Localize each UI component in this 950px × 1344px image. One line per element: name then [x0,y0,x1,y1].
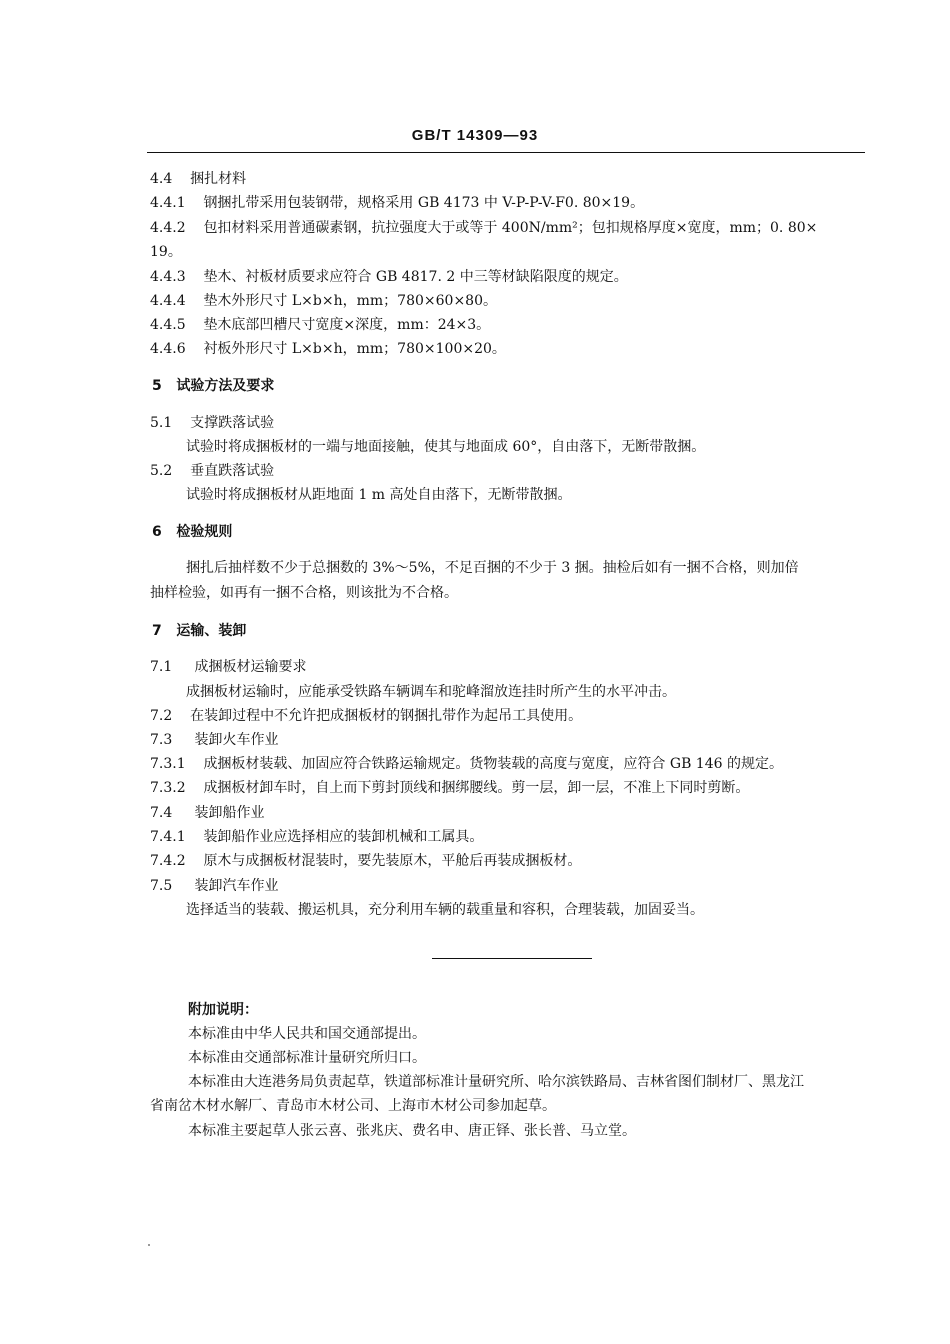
section-title: 检验规则 [176,524,233,540]
clause-number: 7.1 [150,659,173,675]
clause-5-1-text: 试验时将成捆板材的一端与地面接触，使其与地面成 60°，自由落下，无断带散捆。 [186,439,706,455]
clause-number: 4.4.4 [150,293,186,309]
clause-title: 装卸船作业 [194,805,265,821]
clause-7-3-1 [150,755,783,773]
section-number: 4.4 [150,171,173,187]
clause-title: 支撑跌落试验 [190,415,275,431]
section-number: 5 [152,378,162,394]
clause-7-5-text: 选择适当的装载、搬运机具，充分利用车辆的载重量和容积，合理装载，加固妥当。 [186,902,704,918]
clause-number: 7.2 [150,708,173,724]
clause-4-4-2-continuation: 19。 [150,244,182,260]
clause-text: 在装卸过程中不允许把成捆板材的钢捆扎带作为起吊工具使用。 [190,708,583,724]
header-divider [147,152,865,153]
section-title: 运输、装卸 [176,623,247,639]
clause-number: 4.4.6 [150,341,186,357]
clause-number: 4.4.2 [150,220,186,236]
clause-7-4-title [150,804,265,822]
clause-text: 装卸船作业应选择相应的装卸机械和工属具。 [203,829,484,845]
section-title: 捆扎材料 [190,171,247,187]
clause-7-4-2 [150,852,581,870]
section-6-text-line-2: 抽样检验，如再有一捆不合格，则该批为不合格。 [150,585,458,601]
clause-number: 4.4.3 [150,269,186,285]
clause-4-4-6 [150,340,506,358]
clause-text: 原木与成捆板材混装时，要先装原木，平舱后再装成捆板材。 [203,853,582,869]
clause-text: 钢捆扎带采用包装钢带，规格采用 GB 4173 中 V-P-P-V-F0. 80×19。 [203,195,645,211]
clause-title: 装卸汽车作业 [194,878,279,894]
clause-title: 成捆板材运输要求 [194,659,307,675]
clause-4-4-1 [150,194,644,212]
clause-5-2-title [150,462,274,480]
clause-4-4-2 [150,219,817,237]
clause-7-2 [150,707,582,725]
clause-number: 7.3.2 [150,780,186,796]
clause-number: 7.5 [150,878,173,894]
section-4-4-title [150,170,246,188]
clause-5-2-text: 试验时将成捆板材从距地面 1 m 高处自由落下，无断带散捆。 [186,487,572,503]
notes-line-2: 本标准由交通部标准计量研究所归口。 [188,1050,426,1066]
clause-number: 7.3.1 [150,756,186,772]
section-number: 6 [152,524,162,540]
section-number: 7 [152,623,162,639]
clause-text: 衬板外形尺寸 L×b×h，mm；780×100×20。 [203,341,506,357]
clause-number: 5.2 [150,463,173,479]
clause-number: 7.3 [150,732,173,748]
clause-title: 垂直跌落试验 [190,463,275,479]
clause-text: 垫木、衬板材质要求应符合 GB 4817. 2 中三等材缺陷限度的规定。 [203,269,628,285]
clause-7-5-title [150,877,279,895]
clause-number: 5.1 [150,415,173,431]
clause-4-4-5 [150,316,490,334]
clause-number: 4.4.1 [150,195,186,211]
clause-4-4-4 [150,292,497,310]
notes-line-4: 本标准主要起草人张云喜、张兆庆、费名申、唐正铎、张长普、马立堂。 [188,1123,636,1139]
clause-title: 装卸火车作业 [194,732,279,748]
clause-7-3-title [150,731,279,749]
clause-number: 4.4.5 [150,317,186,333]
clause-text: 垫木底部凹槽尺寸宽度×深度，mm：24×3。 [203,317,491,333]
clause-7-1-text: 成捆板材运输时，应能承受铁路车辆调车和驼峰溜放连挂时所产生的水平冲击。 [186,684,676,700]
section-6-text-line-1: 捆扎后抽样数不少于总捆数的 3%～5%，不足百捆的不少于 3 捆。抽检后如有一捆不合格，则加倍 [186,560,799,576]
section-6-heading [152,523,232,541]
clause-text: 成捆板材卸车时，自上而下剪封顶线和捆绑腰线。剪一层，卸一层，不准上下同时剪断。 [203,780,750,796]
notes-line-3a: 本标准由大连港务局负责起草，铁道部标准计量研究所、哈尔滨铁路局、吉林省图们制材厂、黑龙江 [188,1074,804,1090]
section-title: 试验方法及要求 [176,378,275,394]
notes-line-1: 本标准由中华人民共和国交通部提出。 [188,1026,426,1042]
clause-number: 7.4 [150,805,173,821]
notes-line-3b: 省南岔木材水解厂、青岛市木材公司、上海市木材公司参加起草。 [150,1098,556,1114]
clause-text: 成捆板材装载、加固应符合铁路运输规定。货物装载的高度与宽度，应符合 GB 146 的规定。 [203,756,783,772]
scan-speck [148,1244,150,1246]
notes-title: 附加说明： [188,1002,258,1018]
section-7-heading [152,622,246,640]
clause-number: 7.4.1 [150,829,186,845]
end-divider [432,958,592,959]
standard-number-header: GB/T 14309—93 [411,127,539,144]
clause-text: 垫木外形尺寸 L×b×h，mm；780×60×80。 [203,293,497,309]
clause-5-1-title [150,414,274,432]
clause-4-4-3 [150,268,628,286]
clause-number: 7.4.2 [150,853,186,869]
clause-text: 包扣材料采用普通碳素钢，抗拉强度大于或等于 400N/mm²；包扣规格厚度×宽度，mm；0. 80× [203,220,818,236]
clause-7-4-1 [150,828,483,846]
clause-7-1-title [150,658,307,676]
clause-7-3-2 [150,779,749,797]
section-5-heading [152,377,274,395]
